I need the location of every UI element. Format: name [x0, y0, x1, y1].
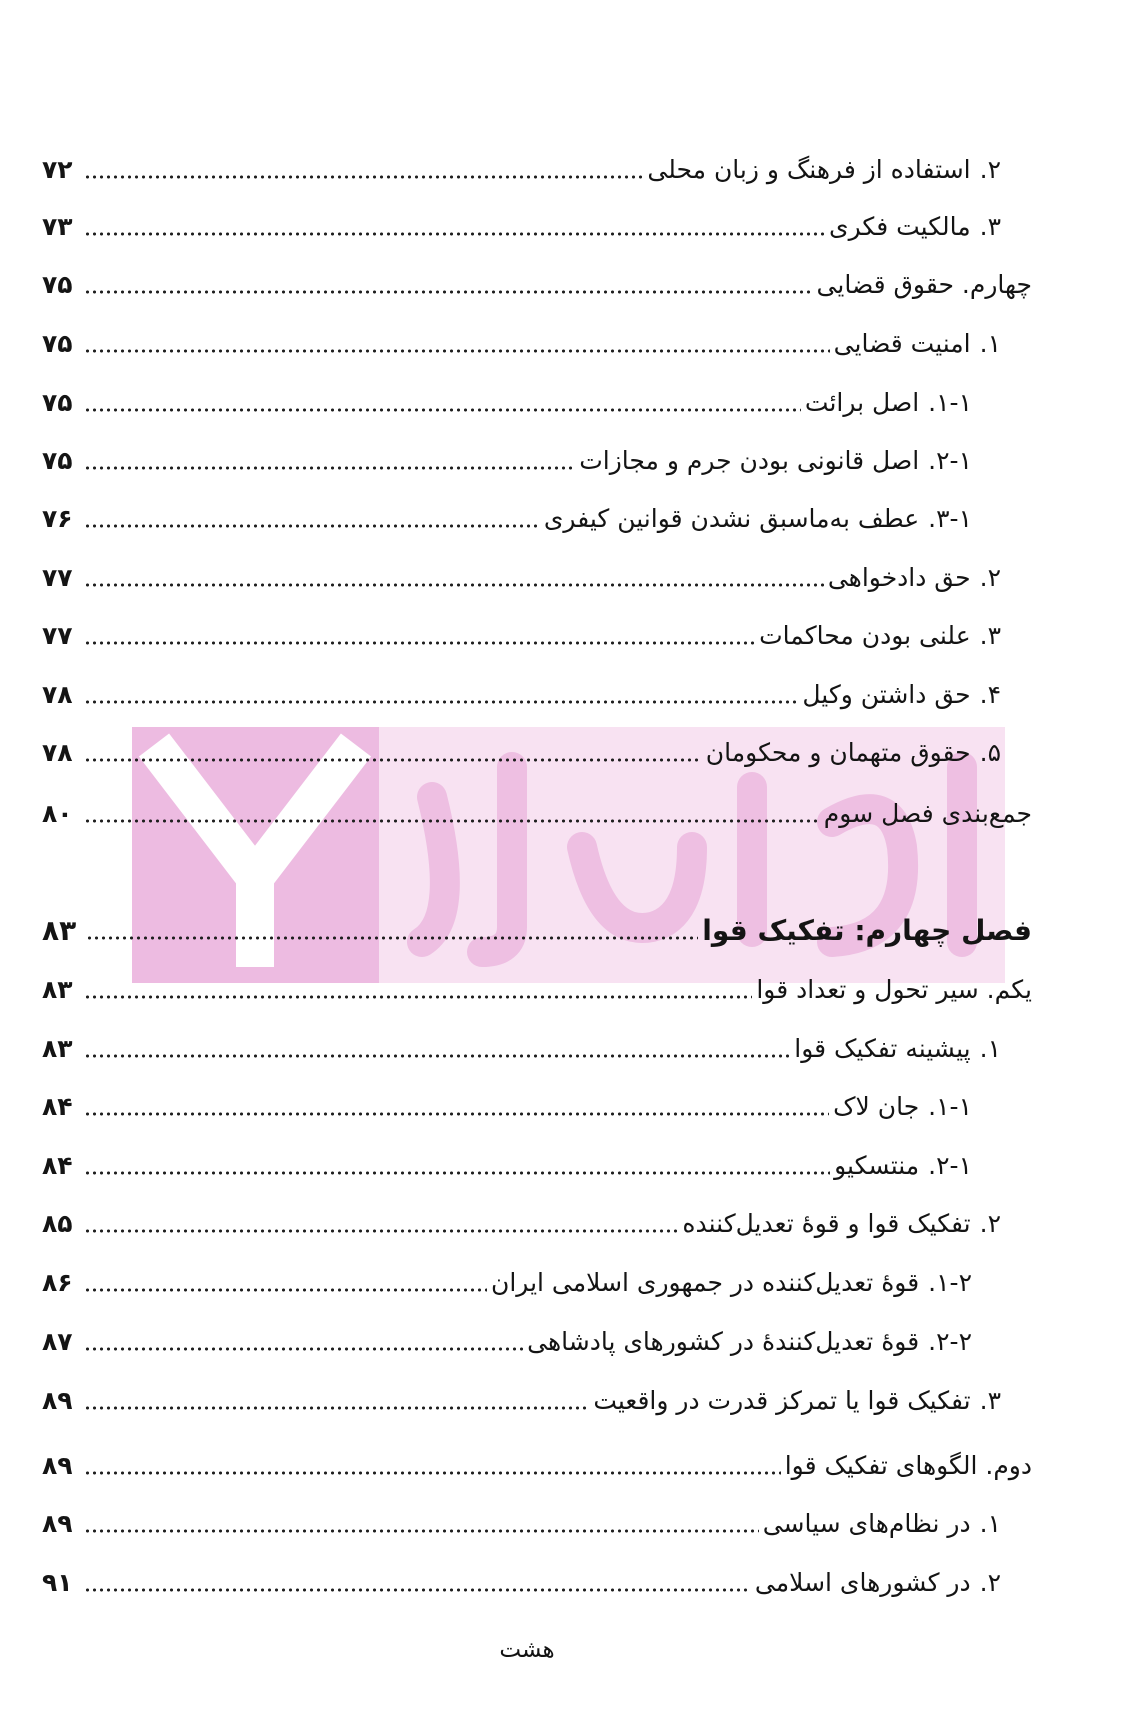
toc-page-number: ۸۹: [42, 1386, 73, 1415]
toc-entry-title: حقوق متهمان و محکومان: [705, 738, 971, 767]
toc-entry-number: ۲.: [979, 1209, 1001, 1238]
dot-leader: [84, 1228, 678, 1234]
toc-entry-number: ۴.: [979, 680, 1001, 709]
toc-section-title: یکم. سیر تحول و تعداد قوا: [756, 975, 1032, 1004]
toc-entry-title: در کشورهای اسلامی: [754, 1568, 971, 1597]
toc-page-number: ۸۴: [42, 1151, 73, 1180]
toc-page-number: ۷۷: [42, 563, 73, 592]
toc-entry-number: ۱.: [979, 1034, 1001, 1063]
dot-leader: [84, 1170, 830, 1176]
toc-page-number: ۷۶: [42, 504, 73, 533]
dot-leader: [84, 699, 798, 705]
toc-page-number: ۸۹: [42, 1451, 73, 1480]
toc-page-number: ۷۸: [42, 680, 73, 709]
dot-leader: [84, 1346, 523, 1352]
dot-leader: [84, 1053, 790, 1059]
toc-subentry: [42, 1258, 972, 1308]
toc-page-number: ۷۷: [42, 621, 73, 650]
dot-leader: [84, 231, 825, 237]
toc-entry: [42, 553, 1001, 603]
toc-entry-title: حق داشتن وکیل: [802, 680, 971, 709]
toc-page-number: ۷۳: [42, 212, 73, 241]
dot-leader: [84, 407, 801, 413]
toc-page-number: ۷۵: [42, 270, 73, 299]
toc-entry: [42, 670, 1001, 720]
toc-page-number: ۸۵: [42, 1209, 73, 1238]
toc-page-number: ۸۳: [42, 1034, 73, 1063]
toc-page-number: ۸۴: [42, 1092, 73, 1121]
toc-section: [42, 789, 1032, 839]
dot-leader: [84, 1470, 781, 1476]
toc-entry-number: ۱.: [979, 329, 1001, 358]
toc-section: [42, 1441, 1032, 1491]
toc-subentry-title: قوهٔ تعدیل‌کنندهٔ در کشورهای پادشاهی: [527, 1327, 920, 1356]
dot-leader: [84, 1405, 589, 1411]
toc-subentry-title: منتسکیو: [834, 1151, 920, 1180]
toc-entry-number: ۲.: [979, 563, 1001, 592]
toc-subentry-number: ۱-۳.: [928, 504, 972, 533]
toc-entry: [42, 611, 1001, 661]
toc-page-number: ۷۵: [42, 329, 73, 358]
toc-entry: [42, 728, 1001, 778]
dot-leader: [86, 935, 698, 941]
toc-entry: [42, 1199, 1001, 1249]
toc-entry-title: امنیت قضایی: [833, 329, 971, 358]
toc-entry-title: مالکیت فکری: [829, 212, 971, 241]
dot-leader: [84, 994, 752, 1000]
toc-chapter-heading: [42, 906, 1032, 956]
toc-entry-number: ۵.: [979, 738, 1001, 767]
toc-page-number: ۹۱: [42, 1568, 73, 1597]
dot-leader: [84, 174, 643, 180]
toc-page-number: ۷۵: [42, 446, 73, 475]
dot-leader: [84, 757, 702, 763]
toc-entry-title: در نظام‌های سیاسی: [762, 1509, 971, 1538]
dot-leader: [84, 640, 755, 646]
toc-entry-number: ۳.: [979, 621, 1001, 650]
toc-page-number: ۸۷: [42, 1327, 73, 1356]
toc-page-number: ۷۲: [42, 155, 73, 184]
toc-entry: [42, 319, 1001, 369]
dot-leader: [84, 582, 824, 588]
dot-leader: [84, 1528, 759, 1534]
toc-entry: [42, 1499, 1001, 1549]
page-folio: هشت: [499, 1637, 555, 1663]
toc-subentry-title: اصل قانونی بودن جرم و مجازات: [579, 446, 920, 475]
toc-subentry: [42, 1141, 972, 1191]
toc-subentry-number: ۱-۲.: [928, 446, 972, 475]
toc-subentry-title: اصل برائت: [804, 388, 920, 417]
toc-subentry-number: ۱-۱.: [928, 388, 972, 417]
toc-entry-title: پیشینه تفکیک قوا: [794, 1034, 971, 1063]
toc-subentry-number: ۲-۲.: [928, 1327, 972, 1356]
toc-subentry: [42, 1317, 972, 1367]
toc-page-number: ۸۰: [42, 799, 73, 828]
toc-entry: [42, 1376, 1001, 1426]
toc-subentry-number: ۱-۱.: [928, 1092, 972, 1121]
toc-subentry-title: عطف به‌ماسبق نشدن قوانین کیفری: [543, 504, 920, 533]
toc-section-title: دوم. الگوهای تفکیک قوا: [784, 1451, 1032, 1480]
dot-leader: [84, 1111, 829, 1117]
toc-page-number: ۸۳: [42, 914, 77, 947]
toc-page-number: ۸۹: [42, 1509, 73, 1538]
toc-page-number: ۷۵: [42, 388, 73, 417]
toc-page-number: ۷۸: [42, 738, 73, 767]
toc-subentry: [42, 378, 972, 428]
dot-leader: [84, 523, 540, 529]
toc-page-number: ۸۳: [42, 975, 73, 1004]
dot-leader: [84, 1587, 751, 1593]
toc-entry: [42, 145, 1001, 195]
toc-subentry-number: ۲-۱.: [928, 1268, 972, 1297]
toc-section: [42, 965, 1032, 1015]
toc-entry: [42, 202, 1001, 252]
toc-subentry: [42, 1082, 972, 1132]
dot-leader: [84, 1287, 487, 1293]
toc-entry-title: تفکیک قوا و قوهٔ تعدیل‌کننده: [682, 1209, 971, 1238]
toc-entry-number: ۱.: [979, 1509, 1001, 1538]
toc-entry-title: علنی بودن محاکمات: [759, 621, 971, 650]
toc-section: [42, 260, 1032, 310]
toc-subentry-title: قوهٔ تعدیل‌کننده در جمهوری اسلامی ایران: [490, 1268, 920, 1297]
toc-subentry: [42, 494, 972, 544]
chapter-title: فصل چهارم: تفکیک قوا: [702, 914, 1032, 947]
toc-entry-number: ۳.: [979, 212, 1001, 241]
toc-entry: [42, 1024, 1001, 1074]
toc-entry-number: ۲.: [979, 155, 1001, 184]
toc-page-number: ۸۶: [42, 1268, 73, 1297]
dot-leader: [84, 818, 820, 824]
toc-section-title: جمع‌بندی فصل سوم: [823, 799, 1032, 828]
toc-entry-number: ۳.: [979, 1386, 1001, 1415]
toc-entry-number: ۲.: [979, 1568, 1001, 1597]
toc-entry: [42, 1558, 1001, 1608]
toc-subentry-title: جان لاک: [833, 1092, 920, 1121]
dot-leader: [84, 348, 830, 354]
toc-subentry: [42, 436, 972, 486]
dot-leader: [84, 289, 813, 295]
dot-leader: [84, 465, 575, 471]
toc-entry-title: استفاده از فرهنگ و زبان محلی: [647, 155, 971, 184]
toc-section-title: چهارم. حقوق قضایی: [816, 270, 1032, 299]
toc-entry-title: تفکیک قوا یا تمرکز قدرت در واقعیت: [593, 1386, 971, 1415]
toc-entry-title: حق دادخواهی: [827, 563, 971, 592]
toc-subentry-number: ۱-۲.: [928, 1151, 972, 1180]
